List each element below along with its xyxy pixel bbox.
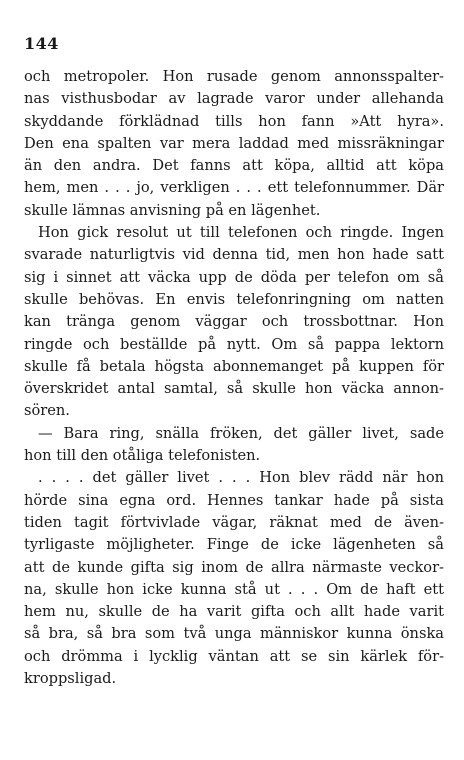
text-line: skulle få betala högsta abonnemanget på kuppen för (24, 357, 444, 375)
text-line: Hon gick resolut ut till telefonen och ringde. Ingen (38, 224, 444, 242)
text-line: kroppsligad. (24, 670, 117, 688)
text-line: än den andra. Det fanns att köpa, alltid att köpa (24, 157, 444, 175)
text-line: skulle lämnas anvisning på en lägenhet. (24, 201, 321, 219)
page-number: 144 (24, 34, 59, 53)
text-line: ringde och beställde på nytt. Om så pappa lektorn (24, 335, 444, 353)
text-line: . . . . det gäller livet . . . Hon blev rädd när hon (38, 469, 444, 487)
text-line: svarade naturligtvis vid denna tid, men hon hade satt (24, 246, 444, 264)
text-line: hörde sina egna ord. Hennes tankar hade på sista (24, 491, 444, 509)
text-line: kan tränga genom väggar och trossbottnar. Hon (24, 313, 444, 331)
text-line: tiden tagit förtvivlade vägar, räknat med de även- (24, 513, 444, 531)
body-text (24, 66, 444, 690)
text-line: tyrligaste möjligheter. Finge de icke lägenheten så (24, 536, 444, 554)
text-line: sören. (24, 402, 70, 420)
text-line: sig i sinnet att väcka upp de döda per telefon om så (24, 268, 444, 286)
text-line: — Bara ring, snälla fröken, det gäller livet, sade (38, 424, 444, 442)
text-line: hem, men . . . jo, verkligen . . . ett telefonnummer. Där (24, 179, 444, 197)
text-line: att de kunde gifta sig inom de allra närmaste veckor- (24, 558, 444, 576)
text-line: skulle behövas. En envis telefonringning om natten (24, 290, 444, 308)
text-line: na, skulle hon icke kunna stå ut . . . Om de haft ett (24, 580, 444, 598)
text-line: hem nu, skulle de ha varit gifta och allt hade varit (24, 603, 444, 621)
text-line: hon till den otåliga telefonisten. (24, 447, 261, 465)
text-line: skyddande förklädnad tills hon fann »Att hyra». (24, 112, 444, 130)
text-line: så bra, så bra som två unga människor kunna önska (24, 625, 444, 643)
text-line: nas visthusbodar av lagrade varor under allehanda (24, 90, 444, 108)
text-line: och drömma i lycklig väntan att se sin kärlek för- (24, 647, 444, 665)
text-line: Den ena spalten var mera laddad med missräkningar (24, 134, 444, 152)
text-line: överskridet antal samtal, så skulle hon väcka annon- (24, 380, 444, 398)
text-line: och metropoler. Hon rusade genom annonsspalter- (24, 68, 444, 85)
